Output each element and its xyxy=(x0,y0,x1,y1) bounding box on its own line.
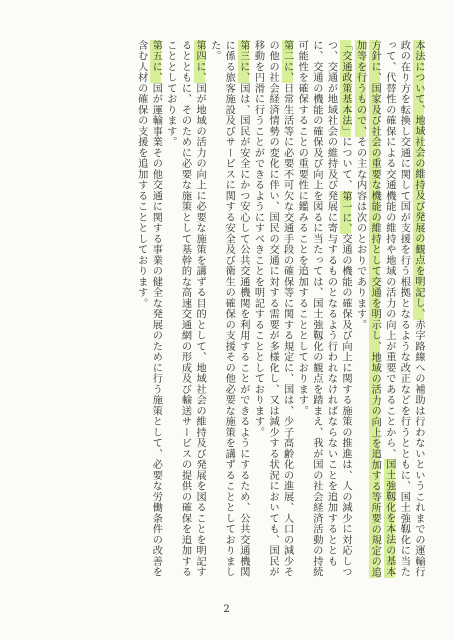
plain-text: について、 xyxy=(340,136,352,191)
highlight-phrase: 本法について、 xyxy=(413,40,424,116)
plain-text: 日常生活等に必要不可欠な交通手段の確保等に関する規定に、国は、少子高齢化の進展、人口の減少その他の社会経済情勢の変化に伴い、国民の交通に対する需要が多様化し、又は減少する状況においても、国民が移動を円滑に行うことができるようにすべきことを明記することとしております。 xyxy=(252,40,293,578)
vertical-text-body xyxy=(20,40,425,588)
highlight-phrase: 第一に、 xyxy=(340,190,352,234)
paragraph-5 xyxy=(162,40,206,588)
plain-text: 国が運輸事業その他交通に関する事業の健全な発展のために行う施策として、必要な労働条件の改善を含む人材の確保の支援を追加することとしております。 xyxy=(135,40,162,578)
plain-text: 交通の機能の確保及び向上に関する施策の推進は、人の減少に対応しつつ、交通が地域社会の維持及び発展に寄与するものとなるよう行われなければならないことを追加するとともに、交通の機能の確保及び向上を図るに当たっては、国土強靱化の観点を踏まえ、我が国の社会経済活動の持続可能性を確保することの重要性に鑑みることを追加することとしております。 xyxy=(296,40,352,578)
highlight-phrase: 地域社会の維持及び発展の観点を明記し、 xyxy=(413,115,424,320)
paragraph-4 xyxy=(206,40,250,588)
highlight-phrase: 国土強靱化を本法の基本方針に、 xyxy=(369,40,395,578)
plain-text: 赤字路線への補助は行わないというこれまでの運輸行政の在り方を転換し交通に関して国が支援を行う根拠となるような改正などを行うとともに、国土強靱化に当たって、代替性の確保による交通機能の維持や地域の活力の向上が重要であることから、 xyxy=(383,40,424,578)
paragraph-1 xyxy=(352,40,425,588)
highlight-phrase: 第五に、 xyxy=(150,40,162,83)
paragraph-6 xyxy=(133,40,162,588)
plain-text: その主な内容は次のとおりであります。 xyxy=(354,136,366,331)
highlight-phrase: 国家及び社会の重要な機能の維持として交通を明示し、 xyxy=(369,83,381,352)
paragraph-2 xyxy=(294,40,352,588)
highlight-phrase: 「交通政策基本法」 xyxy=(340,40,352,137)
plain-text: 国は、国民が安全にかつ安心して公共交通機関を利用することができるようにするため、公共交通機関に係る旅客施設及びサービスに関する安全及び衛生の確保の支援その他必要な施策を講ずることとしておりました。 xyxy=(208,40,249,578)
highlight-phrase: 地域の活力の向上を追加する等所要の規定の追加等を行うもので、 xyxy=(354,40,381,578)
highlight-phrase: 第二に、 xyxy=(281,40,293,83)
highlight-phrase: 第三に、 xyxy=(237,40,249,83)
highlight-phrase: 第四に、 xyxy=(194,40,206,83)
page-number: 2 xyxy=(223,604,230,615)
plain-text: 国が地域の活力の向上に必要な施策を講ずる目的として、地域社会の維持及び発展を図ることを明記するとともに、そのために必要な施策として基幹的な高速交通網の形成及び輸送サービスの提供の確保を追加することとしております。 xyxy=(164,40,206,578)
paragraph-3 xyxy=(250,40,294,588)
